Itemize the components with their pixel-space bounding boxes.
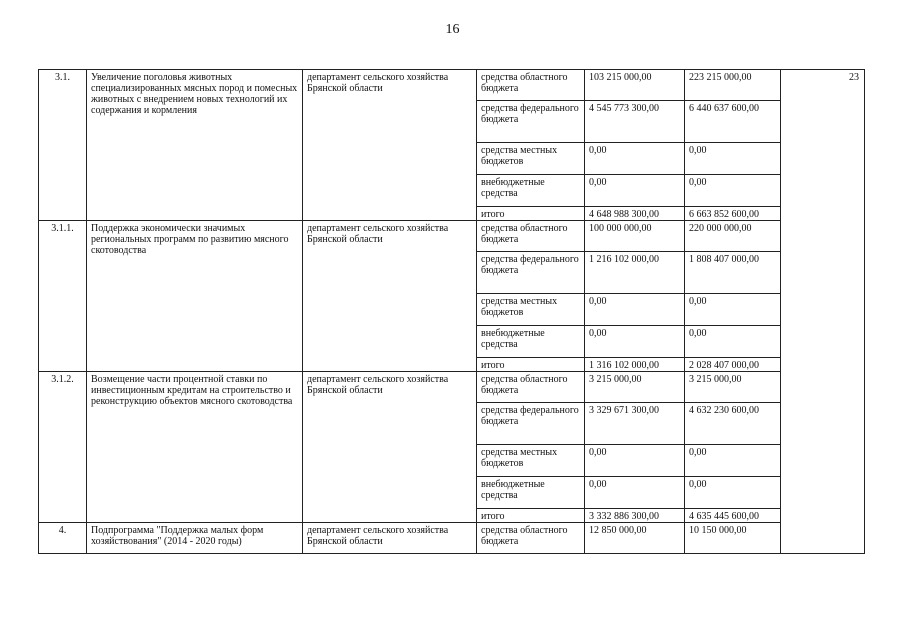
amount-value-2: 3 215 000,00 (685, 372, 781, 403)
empty-cell (781, 221, 865, 252)
amount-value-2: 0,00 (685, 326, 781, 358)
empty-cell (781, 445, 865, 477)
empty-cell (781, 509, 865, 523)
amount-value-1: 1 216 102 000,00 (585, 252, 685, 294)
amount-value-2: 6 663 852 600,00 (685, 207, 781, 221)
funding-source: средства областного бюджета (477, 221, 585, 252)
funding-source: средства федерального бюджета (477, 403, 585, 445)
amount-value-2: 1 808 407 000,00 (685, 252, 781, 294)
table-row (39, 70, 865, 101)
amount-value-2: 6 440 637 600,00 (685, 101, 781, 143)
page-number: 16 (445, 22, 460, 37)
empty-cell (781, 252, 865, 294)
section-name: Возмещение части процентной ставки по инвестиционным кредитам на строительство и реконструкцию объектов мясного скотоводства (87, 372, 303, 523)
amount-value-1: 0,00 (585, 143, 685, 175)
section-number: 4. (39, 523, 87, 554)
empty-cell (781, 403, 865, 445)
empty-cell (781, 175, 865, 207)
amount-value-1: 1 316 102 000,00 (585, 358, 685, 372)
funding-source: итого (477, 207, 585, 221)
amount-value-2: 0,00 (685, 445, 781, 477)
section-executor: департамент сельского хозяйства Брянской области (303, 70, 477, 221)
amount-value-1: 3 329 671 300,00 (585, 403, 685, 445)
section-name: Подпрограмма "Поддержка малых форм хозяйствования" (2014 - 2020 годы) (87, 523, 303, 554)
funding-source: внебюджетные средства (477, 326, 585, 358)
amount-value-2: 0,00 (685, 175, 781, 207)
amount-value-2: 2 028 407 000,00 (685, 358, 781, 372)
funding-source: внебюджетные средства (477, 477, 585, 509)
section-name: Поддержка экономически значимых региональных программ по развитию мясного скотоводства (87, 221, 303, 372)
amount-value-1: 103 215 000,00 (585, 70, 685, 101)
empty-cell (781, 207, 865, 221)
section-number: 3.1.1. (39, 221, 87, 372)
funding-source: средства областного бюджета (477, 372, 585, 403)
amount-value-1: 0,00 (585, 477, 685, 509)
amount-value-2: 220 000 000,00 (685, 221, 781, 252)
budget-table (38, 69, 865, 554)
funding-source: средства местных бюджетов (477, 143, 585, 175)
section-executor: департамент сельского хозяйства Брянской области (303, 221, 477, 372)
funding-source: средства федерального бюджета (477, 101, 585, 143)
section-number: 3.1. (39, 70, 87, 221)
amount-value-2: 10 150 000,00 (685, 523, 781, 554)
amount-value-2: 0,00 (685, 477, 781, 509)
table-row (39, 221, 865, 252)
table-row (39, 523, 865, 554)
amount-value-1: 4 545 773 300,00 (585, 101, 685, 143)
funding-source: средства федерального бюджета (477, 252, 585, 294)
funding-source: средства областного бюджета (477, 70, 585, 101)
empty-cell (781, 477, 865, 509)
amount-value-2: 4 632 230 600,00 (685, 403, 781, 445)
section-name: Увеличение поголовья животных специализированных мясных пород и помесных животных с внедрением новых технологий их содержания и кормления (87, 70, 303, 221)
empty-cell (781, 523, 865, 554)
empty-cell (781, 372, 865, 403)
amount-value-2: 4 635 445 600,00 (685, 509, 781, 523)
amount-value-1: 0,00 (585, 294, 685, 326)
funding-source: итого (477, 358, 585, 372)
empty-cell (781, 143, 865, 175)
table-page-ref: 23 (781, 70, 865, 101)
amount-value-1: 3 332 886 300,00 (585, 509, 685, 523)
empty-cell (781, 101, 865, 143)
amount-value-1: 0,00 (585, 175, 685, 207)
empty-cell (781, 358, 865, 372)
amount-value-1: 0,00 (585, 326, 685, 358)
empty-cell (781, 326, 865, 358)
funding-source: итого (477, 509, 585, 523)
amount-value-1: 4 648 988 300,00 (585, 207, 685, 221)
section-executor: департамент сельского хозяйства Брянской области (303, 523, 477, 554)
amount-value-2: 0,00 (685, 143, 781, 175)
amount-value-1: 100 000 000,00 (585, 221, 685, 252)
amount-value-1: 0,00 (585, 445, 685, 477)
amount-value-2: 0,00 (685, 294, 781, 326)
section-number: 3.1.2. (39, 372, 87, 523)
funding-source: средства местных бюджетов (477, 294, 585, 326)
amount-value-1: 12 850 000,00 (585, 523, 685, 554)
empty-cell (781, 294, 865, 326)
funding-source: средства местных бюджетов (477, 445, 585, 477)
amount-value-1: 3 215 000,00 (585, 372, 685, 403)
table-row (39, 372, 865, 403)
funding-source: внебюджетные средства (477, 175, 585, 207)
amount-value-2: 223 215 000,00 (685, 70, 781, 101)
funding-source: средства областного бюджета (477, 523, 585, 554)
section-executor: департамент сельского хозяйства Брянской области (303, 372, 477, 523)
